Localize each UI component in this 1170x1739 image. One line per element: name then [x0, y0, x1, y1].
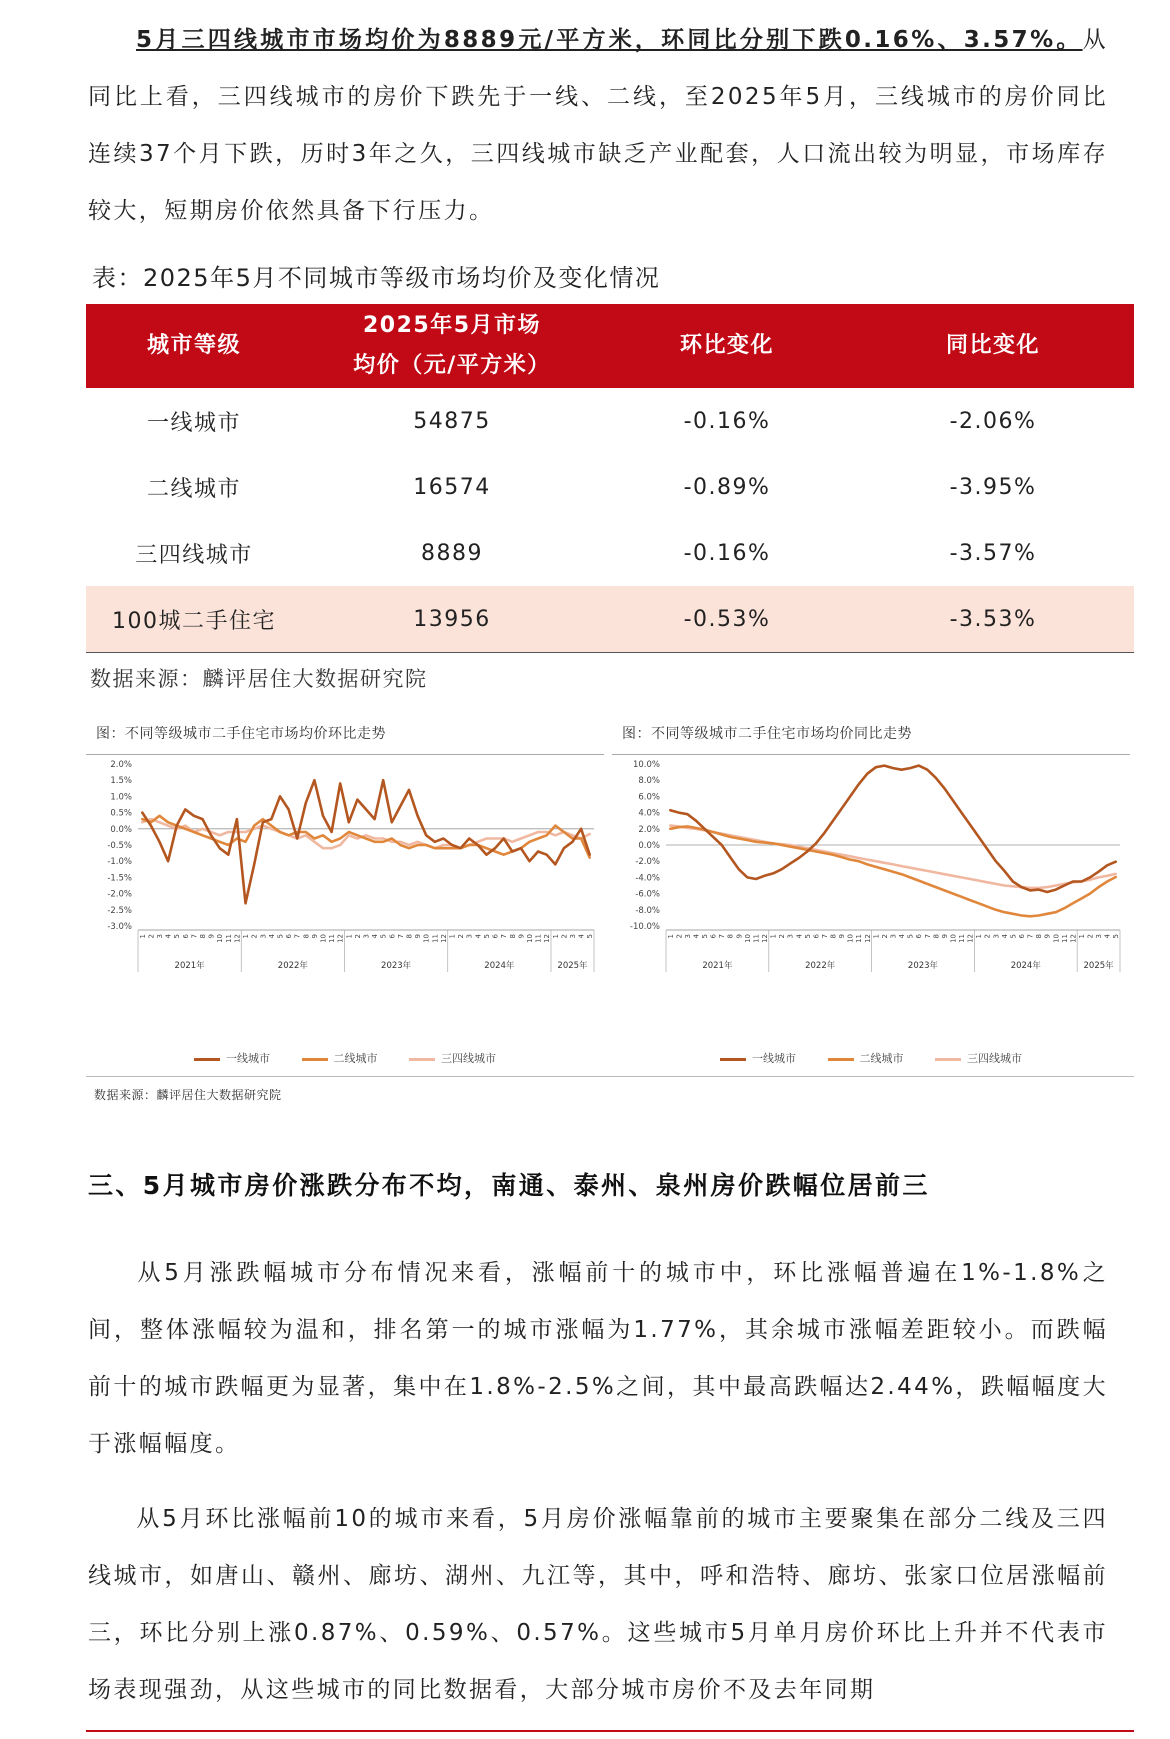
- x-tick-label: 8: [1035, 934, 1044, 939]
- legend-swatch: [828, 1058, 854, 1061]
- y-tick-label: -1.0%: [107, 857, 132, 868]
- x-tick-label: 11: [1060, 934, 1069, 943]
- series-line-2: [670, 826, 1115, 916]
- cell-mom: -0.16%: [683, 540, 771, 566]
- cell-tier: 一线城市: [146, 410, 241, 436]
- bottom-rule: [86, 1730, 1134, 1732]
- x-tick-label: 2: [353, 934, 362, 939]
- legend-item: [194, 1052, 270, 1065]
- cell-tier: 二线城市: [146, 476, 241, 502]
- x-tick-label: 9: [207, 934, 216, 939]
- legend-label: 二线城市: [333, 1052, 378, 1065]
- x-tick-label: 7: [820, 934, 829, 939]
- y-tick-label: -0.5%: [107, 841, 132, 851]
- x-tick-label: 5: [803, 934, 812, 939]
- legend-swatch: [720, 1058, 746, 1061]
- chart-yoy: [612, 720, 1130, 1075]
- x-tick-label: 3: [992, 934, 1001, 939]
- x-tick-label: 10: [846, 934, 855, 943]
- x-tick-label: 7: [1026, 934, 1035, 939]
- x-tick-label: 10: [1052, 934, 1061, 943]
- cell-yoy: -3.95%: [949, 474, 1037, 500]
- x-tick-label: 2: [983, 934, 992, 939]
- y-tick-label: -1.5%: [107, 873, 132, 884]
- year-label: 2023年: [907, 961, 939, 971]
- x-tick-label: 10: [525, 934, 534, 943]
- x-tick-label: 3: [683, 934, 692, 939]
- x-tick-label: 4: [692, 934, 701, 939]
- x-tick-label: 8: [302, 934, 311, 939]
- cell-yoy: -2.06%: [949, 408, 1037, 434]
- legend-swatch: [409, 1058, 435, 1061]
- x-tick-label: 9: [735, 934, 744, 939]
- series-line-3: [670, 826, 1115, 888]
- paragraph: [88, 1491, 1108, 1719]
- y-tick-label: 1.0%: [110, 792, 132, 803]
- table-row: [86, 454, 1134, 520]
- price-table: [86, 304, 1134, 653]
- x-tick-label: 10: [949, 934, 958, 943]
- x-tick-label: 3: [568, 934, 577, 939]
- x-tick-label: 3: [259, 934, 268, 939]
- x-tick-label: 4: [267, 934, 276, 939]
- x-tick-label: 12: [863, 934, 872, 943]
- cell-tier: 三四线城市: [135, 542, 253, 568]
- y-tick-label: 2.0%: [638, 824, 660, 835]
- table-row: [86, 520, 1134, 586]
- header-price-line2: 均价（元/平方米）: [353, 353, 551, 378]
- x-tick-label: 5: [482, 934, 491, 939]
- x-tick-label: 7: [923, 934, 932, 939]
- y-tick-label: 1.5%: [110, 776, 132, 787]
- legend-item: [935, 1052, 1022, 1065]
- x-tick-label: 6: [709, 934, 718, 939]
- x-tick-label: 8: [829, 934, 838, 939]
- header-price-line1: 2025年5月市场: [362, 313, 542, 338]
- x-tick-label: 4: [898, 934, 907, 939]
- year-label: 2024年: [1010, 961, 1041, 971]
- chart-title: 图：不同等级城市二手住宅市场均价环比走势: [96, 726, 386, 742]
- legend-swatch: [935, 1058, 961, 1061]
- x-tick-label: 1: [242, 934, 251, 939]
- header-yoy: 同比变化: [852, 304, 1134, 388]
- x-tick-label: 6: [915, 934, 924, 939]
- year-label: 2022年: [805, 961, 836, 971]
- legend-label: 三四线城市: [967, 1052, 1022, 1065]
- table-source: 数据来源：麟评居住大数据研究院: [90, 667, 428, 691]
- x-tick-label: 11: [855, 934, 864, 943]
- legend-label: 一线城市: [752, 1052, 796, 1065]
- x-tick-label: 8: [405, 934, 414, 939]
- y-tick-label: 0.0%: [638, 841, 660, 851]
- x-tick-label: 3: [786, 934, 795, 939]
- chart-title: 图：不同等级城市二手住宅市场均价同比走势: [622, 726, 912, 742]
- cell-price: 16574: [413, 474, 491, 500]
- legend-swatch: [194, 1058, 220, 1061]
- x-tick-label: 2: [675, 934, 684, 939]
- x-tick-label: 7: [718, 934, 727, 939]
- x-tick-label: 4: [1103, 934, 1112, 939]
- x-tick-label: 4: [371, 934, 380, 939]
- year-label: 2024年: [484, 961, 515, 971]
- cell-mom: -0.53%: [602, 586, 852, 653]
- section-heading: 三、5月城市房价涨跌分布不均，南通、泰州、泉州房价跌幅位居前三: [88, 1171, 930, 1200]
- x-tick-label: 2: [560, 934, 569, 939]
- cell-yoy: -3.53%: [852, 586, 1134, 653]
- x-tick-label: 4: [1000, 934, 1009, 939]
- x-tick-label: 4: [577, 934, 586, 939]
- x-tick-label: 10: [216, 934, 225, 943]
- legend-label: 二线城市: [859, 1052, 904, 1065]
- x-tick-label: 5: [906, 934, 915, 939]
- x-tick-label: 5: [586, 934, 595, 939]
- header-tier: 城市等级: [86, 304, 302, 388]
- y-tick-label: -3.0%: [107, 922, 132, 932]
- legend-item: [302, 1052, 378, 1065]
- x-tick-label: 6: [1017, 934, 1026, 939]
- x-tick-label: 5: [701, 934, 710, 939]
- charts-divider: [86, 1076, 1134, 1077]
- x-tick-label: 11: [534, 934, 543, 943]
- y-tick-label: -10.0%: [629, 922, 660, 932]
- x-tick-label: 3: [1095, 934, 1104, 939]
- x-tick-label: 2: [250, 934, 259, 939]
- x-tick-label: 7: [396, 934, 405, 939]
- x-tick-label: 10: [743, 934, 752, 943]
- paragraph-text: 从5月环比涨幅前10的城市来看，5月房价涨幅靠前的城市主要聚集在部分二线及三四线城市，如唐山、赣州、廊坊、湖州、九江等，其中，呼和浩特、廊坊、张家口位居涨幅前三，环比分别上涨0.87%、0.59%、0.57%。这些城市5月单月房价环比上升并不代表市场表现强劲，从这些城市的同比数据看，大部分城市房价不及去年同期: [88, 1506, 1108, 1703]
- x-tick-label: 12: [336, 934, 345, 943]
- x-tick-label: 11: [958, 934, 967, 943]
- table-caption: 表：2025年5月不同城市等级市场均价及变化情况: [92, 264, 661, 292]
- series-line-1: [142, 780, 589, 903]
- chart-plot-mom: [86, 756, 604, 1046]
- x-tick-label: 6: [491, 934, 500, 939]
- y-tick-label: 6.0%: [638, 792, 660, 803]
- x-tick-label: 2: [1086, 934, 1095, 939]
- x-tick-label: 1: [345, 934, 354, 939]
- x-tick-label: 8: [199, 934, 208, 939]
- x-tick-label: 1: [1077, 934, 1086, 939]
- intro-rest: 从同比上看，三四线城市的房价下跌先于一线、二线，至2025年5月，三线城市的房价同比连续37个月下跌，历时3年之久，三四线城市缺乏产业配套，人口流出较为明显，市场库存较大，短期房价依然具备下行压力。: [88, 27, 1108, 224]
- x-tick-label: 11: [328, 934, 337, 943]
- y-tick-label: 0.5%: [110, 808, 132, 819]
- x-tick-label: 1: [975, 934, 984, 939]
- x-tick-label: 8: [932, 934, 941, 939]
- x-tick-label: 7: [500, 934, 509, 939]
- x-tick-label: 9: [838, 934, 847, 939]
- x-tick-label: 12: [543, 934, 552, 943]
- charts-source: 数据来源：麟评居住大数据研究院: [94, 1088, 282, 1102]
- x-tick-label: 3: [362, 934, 371, 939]
- x-tick-label: 6: [388, 934, 397, 939]
- x-tick-label: 5: [1112, 934, 1121, 939]
- x-tick-label: 6: [812, 934, 821, 939]
- intro-paragraph: [88, 12, 1108, 240]
- x-tick-label: 8: [508, 934, 517, 939]
- cell-yoy: -3.57%: [949, 540, 1037, 566]
- chart-divider: [612, 754, 1130, 755]
- x-tick-label: 12: [439, 934, 448, 943]
- legend-item: [828, 1052, 904, 1065]
- legend-label: 三四线城市: [441, 1052, 496, 1065]
- legend-label: 一线城市: [226, 1052, 270, 1065]
- chart-divider: [86, 754, 604, 755]
- y-tick-label: 0.0%: [110, 824, 132, 835]
- x-tick-label: 5: [379, 934, 388, 939]
- x-tick-label: 11: [752, 934, 761, 943]
- intro-bold-lead: 5月三四线城市市场均价为8889元/平方米，环同比分别下跌0.16%、3.57%。: [136, 27, 1083, 53]
- x-tick-label: 12: [1069, 934, 1078, 943]
- x-tick-label: 1: [769, 934, 778, 939]
- cell-tier: 100城二手住宅: [86, 586, 302, 653]
- x-tick-label: 8: [726, 934, 735, 939]
- x-tick-label: 9: [1043, 934, 1052, 939]
- y-tick-label: -4.0%: [635, 873, 660, 884]
- legend-swatch: [302, 1058, 328, 1061]
- year-label: 2022年: [277, 961, 308, 971]
- x-tick-label: 7: [190, 934, 199, 939]
- year-label: 2021年: [174, 961, 205, 971]
- y-tick-label: -2.0%: [107, 889, 132, 900]
- x-tick-label: 3: [889, 934, 898, 939]
- y-tick-label: 2.0%: [110, 760, 132, 770]
- x-tick-label: 1: [872, 934, 881, 939]
- x-tick-label: 4: [474, 934, 483, 939]
- year-label: 2025年: [557, 961, 588, 971]
- cell-price: 54875: [413, 408, 491, 434]
- table-row-highlighted: [86, 586, 1134, 653]
- x-tick-label: 7: [293, 934, 302, 939]
- cell-price: 13956: [302, 586, 602, 653]
- x-tick-label: 1: [138, 934, 147, 939]
- x-tick-label: 2: [147, 934, 156, 939]
- chart-plot-yoy: [612, 756, 1130, 1046]
- x-tick-label: 11: [224, 934, 233, 943]
- x-tick-label: 2: [778, 934, 787, 939]
- y-tick-label: 4.0%: [638, 808, 660, 819]
- x-tick-label: 10: [319, 934, 328, 943]
- x-tick-label: 9: [414, 934, 423, 939]
- year-label: 2025年: [1083, 961, 1114, 971]
- x-tick-label: 9: [517, 934, 526, 939]
- x-tick-label: 6: [181, 934, 190, 939]
- table-header-row: [86, 304, 1134, 388]
- chart-legend: [86, 1050, 604, 1066]
- x-tick-label: 9: [310, 934, 319, 939]
- x-tick-label: 5: [276, 934, 285, 939]
- y-tick-label: 8.0%: [638, 776, 660, 787]
- header-mom: 环比变化: [602, 304, 852, 388]
- x-tick-label: 6: [285, 934, 294, 939]
- x-tick-label: 12: [233, 934, 242, 943]
- x-tick-label: 4: [795, 934, 804, 939]
- x-tick-label: 5: [173, 934, 182, 939]
- cell-mom: -0.89%: [683, 474, 771, 500]
- x-tick-label: 11: [431, 934, 440, 943]
- x-tick-label: 3: [465, 934, 474, 939]
- y-tick-label: -2.0%: [635, 857, 660, 868]
- x-tick-label: 5: [1009, 934, 1018, 939]
- x-tick-label: 1: [666, 934, 675, 939]
- header-price: [302, 304, 602, 388]
- cell-mom: -0.16%: [683, 408, 771, 434]
- y-tick-label: -2.5%: [107, 905, 132, 916]
- year-label: 2021年: [702, 961, 733, 971]
- chart-mom: [86, 720, 604, 1075]
- x-tick-label: 4: [164, 934, 173, 939]
- x-tick-label: 1: [448, 934, 457, 939]
- year-label: 2023年: [381, 961, 412, 971]
- y-tick-label: -6.0%: [635, 889, 660, 900]
- chart-legend: [612, 1050, 1130, 1066]
- paragraph: [88, 1245, 1108, 1473]
- x-tick-label: 1: [551, 934, 560, 939]
- y-tick-label: 10.0%: [632, 760, 660, 770]
- x-tick-label: 2: [880, 934, 889, 939]
- cell-price: 8889: [421, 540, 483, 566]
- table-row: [86, 388, 1134, 454]
- x-tick-label: 10: [422, 934, 431, 943]
- legend-item: [720, 1052, 796, 1065]
- x-tick-label: 3: [156, 934, 165, 939]
- y-tick-label: -8.0%: [635, 905, 660, 916]
- x-tick-label: 9: [940, 934, 949, 939]
- legend-item: [409, 1052, 496, 1065]
- x-tick-label: 12: [761, 934, 770, 943]
- x-tick-label: 2: [457, 934, 466, 939]
- x-tick-label: 12: [966, 934, 975, 943]
- paragraph-text: 从5月涨跌幅城市分布情况来看，涨幅前十的城市中，环比涨幅普遍在1%-1.8%之间，整体涨幅较为温和，排名第一的城市涨幅为1.77%，其余城市涨幅差距较小。而跌幅前十的城市跌幅更为显著，集中在1.8%-2.5%之间，其中最高跌幅达2.44%，跌幅幅度大于涨幅幅度。: [88, 1260, 1108, 1457]
